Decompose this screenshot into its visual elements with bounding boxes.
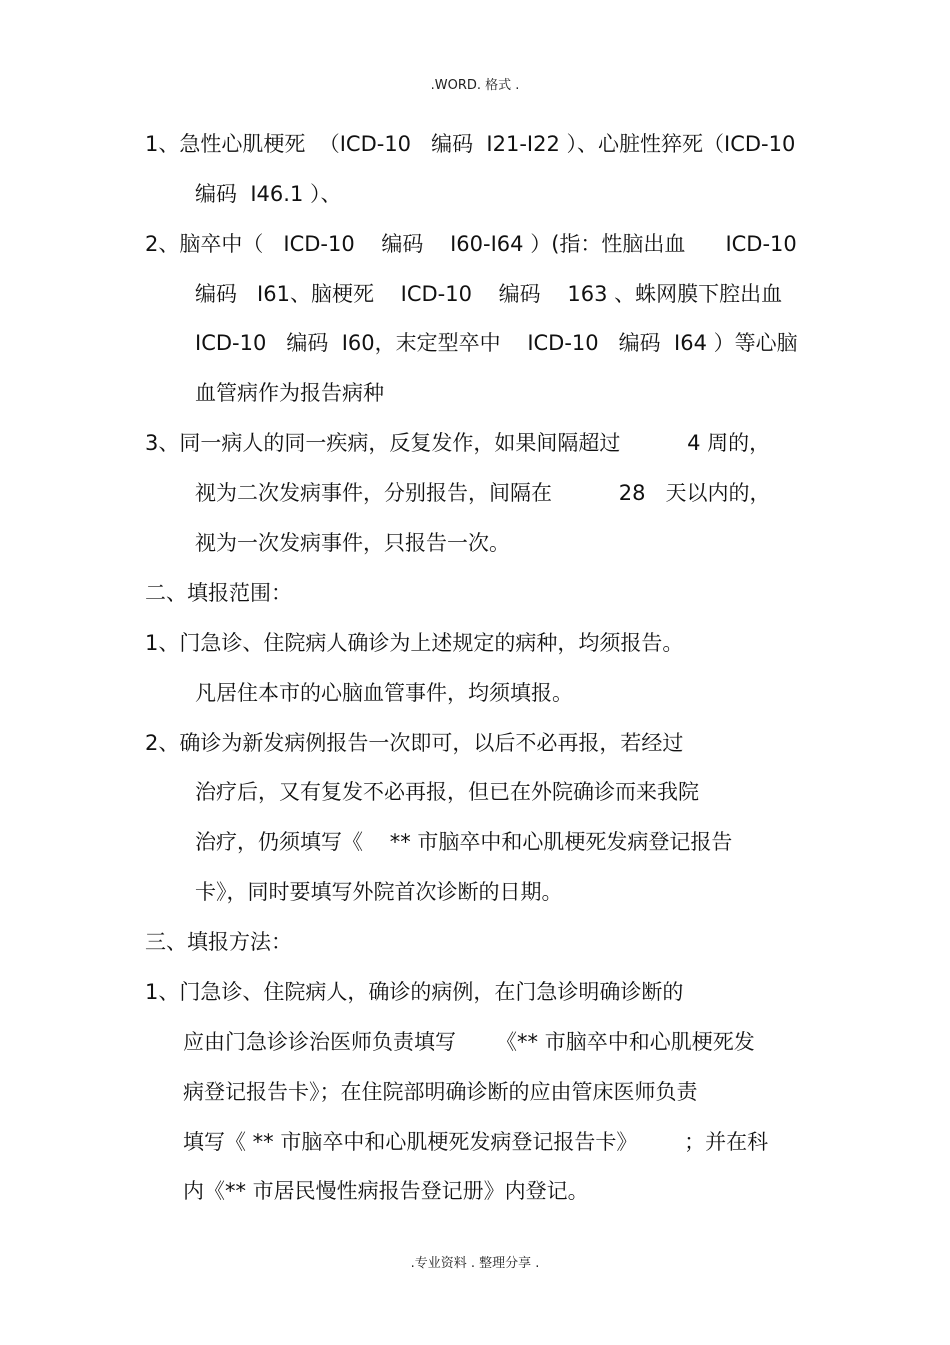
text-line: 视为二次发病事件，分别报告，间隔在 28 天以内的， <box>195 481 771 505</box>
text-line: 血管病作为报告病种 <box>195 381 384 405</box>
text-line: 1、门急诊、住院病人确诊为上述规定的病种，均须报告。 <box>145 631 684 655</box>
section-heading: 三、填报方法： <box>145 930 292 954</box>
text-line: 2、脑卒中（ ICD-10 编码 I60-I64 ）(指：性脑出血 ICD-10 <box>145 232 797 256</box>
text-line: 视为一次发病事件，只报告一次。 <box>195 531 510 555</box>
text-line: 应由门急诊诊治医师负责填写 《** 市脑卒中和心肌梗死发 <box>183 1030 755 1054</box>
page-footer: .专业资料 . 整理分享 . <box>410 1256 540 1271</box>
text-line: 内《** 市居民慢性病报告登记册》内登记。 <box>183 1179 589 1203</box>
text-line: 卡》，同时要填写外院首次诊断的日期。 <box>195 880 563 904</box>
section-heading: 二、填报范围： <box>145 581 292 605</box>
text-line: 治疗，仍须填写《 ** 市脑卒中和心肌梗死发病登记报告 <box>195 830 733 854</box>
text-line: 凡居住本市的心脑血管事件，均须填报。 <box>195 681 573 705</box>
text-line: 治疗后，又有复发不必再报，但已在外院确诊而来我院 <box>195 780 699 804</box>
text-line: 3、同一病人的同一疾病，反复发作，如果间隔超过 4 周的， <box>145 431 771 455</box>
text-line: 编码 I61、脑梗死 ICD-10 编码 163 、蛛网膜下腔出血 <box>195 282 783 306</box>
text-line: 编码 I46.1 ）、 <box>195 182 342 206</box>
text-line: ICD-10 编码 I60，末定型卒中 ICD-10 编码 I64 ）等心脑 <box>195 331 798 355</box>
text-line: 2、确诊为新发病例报告一次即可，以后不必再报，若经过 <box>145 731 684 755</box>
text-line: 1、门急诊、住院病人，确诊的病例，在门急诊明确诊断的 <box>145 980 684 1004</box>
text-line: 填写《 ** 市脑卒中和心肌梗死发病登记报告卡》 ；并在科 <box>183 1130 769 1154</box>
page-header: .WORD. 格式 . <box>430 78 520 93</box>
text-line: 病登记报告卡》；在住院部明确诊断的应由管床医师负责 <box>183 1080 698 1104</box>
text-line: 1、急性心肌梗死 （ICD-10 编码 I21-I22 ）、心脏性猝死（ICD-10 <box>145 132 796 156</box>
